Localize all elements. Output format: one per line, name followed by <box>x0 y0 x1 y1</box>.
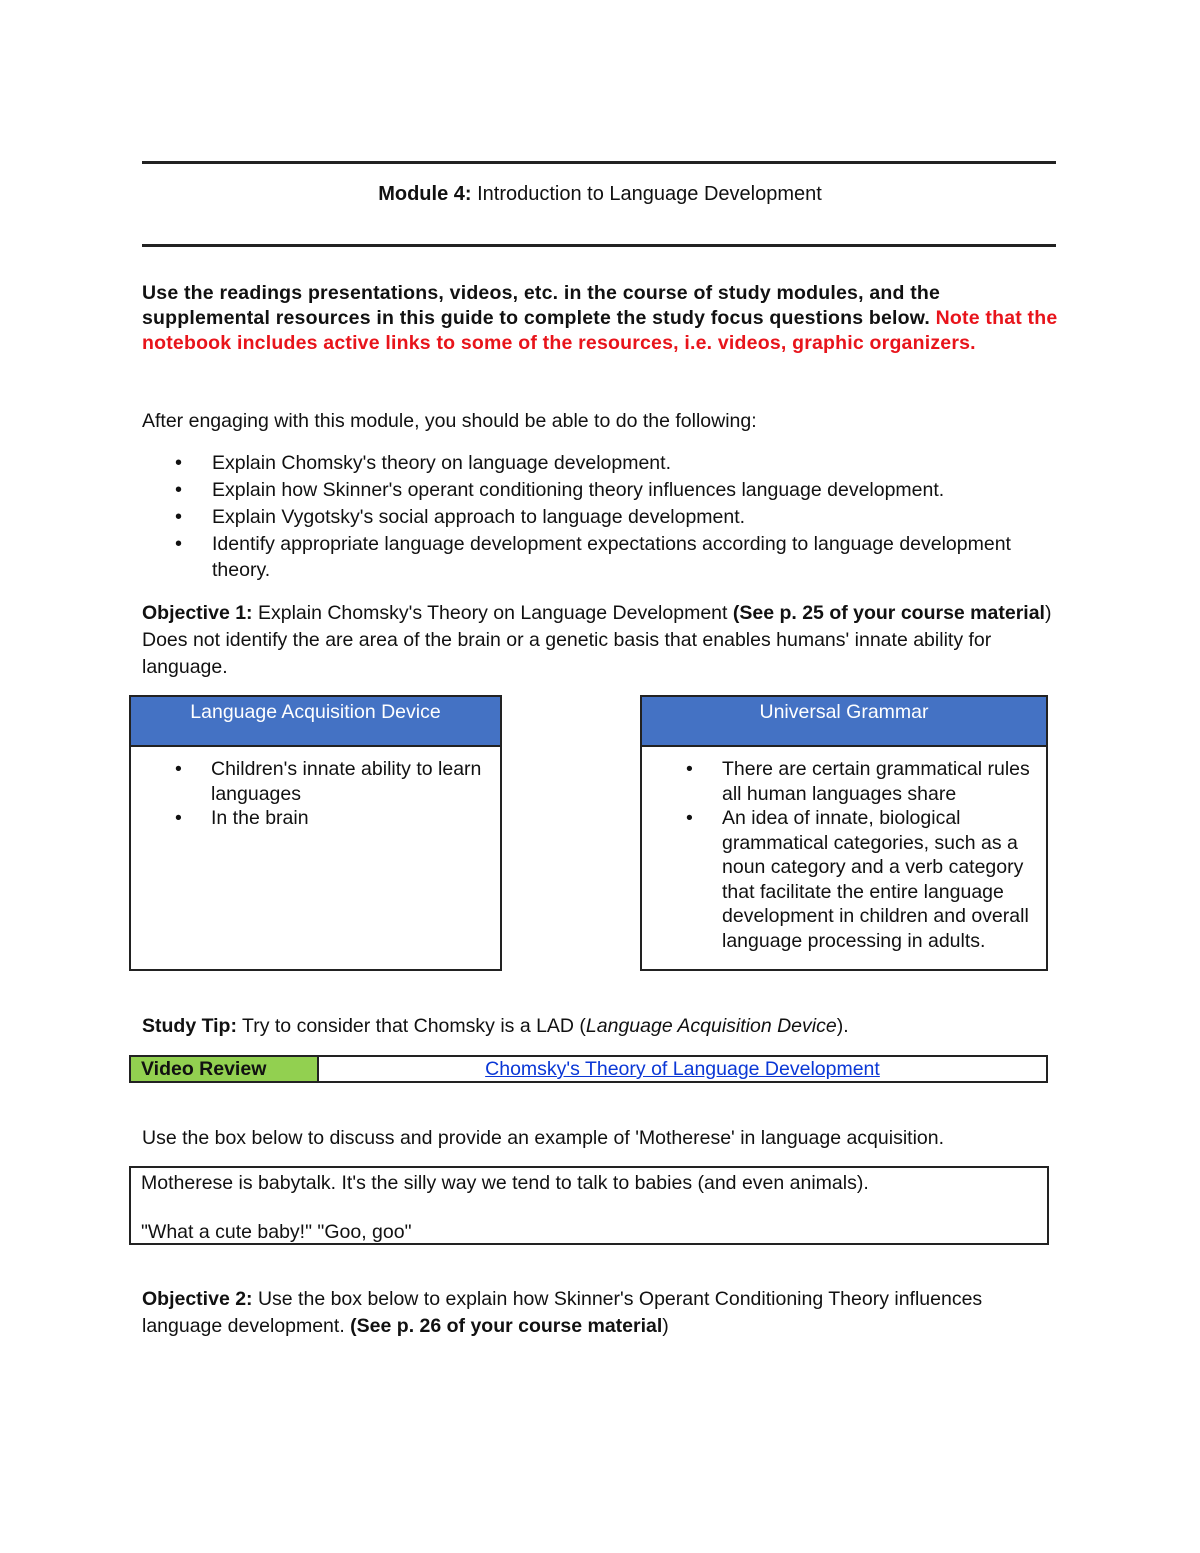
objective-2-text: Use the box below to explain how Skinner's Operant Conditioning Theory influences language development. <box>142 1288 983 1337</box>
video-link[interactable]: Chomsky's Theory of Language Development <box>485 1058 880 1080</box>
study-tip <box>142 1013 1062 1040</box>
module-label: Module 4: <box>378 183 472 205</box>
outcomes-list <box>142 450 1022 584</box>
study-tip-label: Study Tip: <box>142 1015 237 1037</box>
bottom-rule <box>142 244 1056 247</box>
list-item: • In the brain <box>131 806 490 831</box>
intro-paragraph <box>142 281 1062 356</box>
motherese-answer-box[interactable] <box>129 1166 1049 1245</box>
intro-note: Note that the notebook includes active links to some of the resources, i.e. videos, graphic organizers. <box>142 307 1058 354</box>
list-item: • Explain Chomsky's theory on language development. <box>142 450 1022 476</box>
module-title: Introduction to Language Development <box>471 183 822 205</box>
list-item: • Explain Vygotsky's social approach to language development. <box>142 504 1022 530</box>
ug-box-title: Universal Grammar <box>642 697 1046 747</box>
objective-1-label: Objective 1: <box>142 602 253 624</box>
objective-2-close: ) <box>662 1315 669 1337</box>
lad-box-title: Language Acquisition Device <box>131 697 500 747</box>
list-item: • Explain how Skinner's operant conditioning theory influences language development. <box>142 477 1022 503</box>
motherese-prompt: Use the box below to discuss and provide an example of 'Motherese' in language acquisition. <box>142 1127 945 1149</box>
list-item: • There are certain grammatical rules all human languages share <box>642 757 1036 806</box>
intro-instructions: Use the readings presentations, videos, etc. in the course of study modules, and the supplemental resources in this guide to complete the study focus questions below. <box>142 282 941 329</box>
study-tip-close: ). <box>836 1015 849 1037</box>
objective-1 <box>142 600 1062 681</box>
lad-box-list <box>131 747 500 831</box>
objective-2-ref: (See p. 26 of your course material <box>350 1315 663 1337</box>
lad-box <box>129 695 502 971</box>
objective-2-label: Objective 2: <box>142 1288 253 1310</box>
list-item: • Identify appropriate language development expectations according to language development theory. <box>142 531 1022 583</box>
study-tip-italic: Language Acquisition Device <box>585 1015 837 1037</box>
top-rule <box>142 161 1056 164</box>
objective-1-text: Explain Chomsky's Theory on Language Development <box>252 602 733 624</box>
objective-2 <box>142 1286 1062 1340</box>
outcomes-lead: After engaging with this module, you should be able to do the following: <box>142 410 757 432</box>
list-item: • Children's innate ability to learn languages <box>131 757 490 806</box>
video-review-table <box>129 1055 1048 1083</box>
objective-1-rest: ) Does not identify the are area of the brain or a genetic basis that enables humans' innate ability for language. <box>142 602 1052 678</box>
list-item: • An idea of innate, biological grammatical categories, such as a noun category and a verb category that facilitate the entire language development in children and overall language processing in adults. <box>642 806 1036 953</box>
ug-box <box>640 695 1048 971</box>
motherese-line-1: Motherese is babytalk. It's the silly way we tend to talk to babies (and even animals). <box>141 1172 869 1194</box>
study-tip-text: Try to consider that Chomsky is a LAD ( <box>236 1015 586 1037</box>
page-title <box>0 183 1200 206</box>
motherese-line-2: "What a cute baby!" "Goo, goo" <box>141 1220 412 1243</box>
video-review-label: Video Review <box>131 1057 319 1081</box>
objective-1-ref: (See p. 25 of your course material <box>732 602 1045 624</box>
ug-box-list <box>642 747 1046 953</box>
